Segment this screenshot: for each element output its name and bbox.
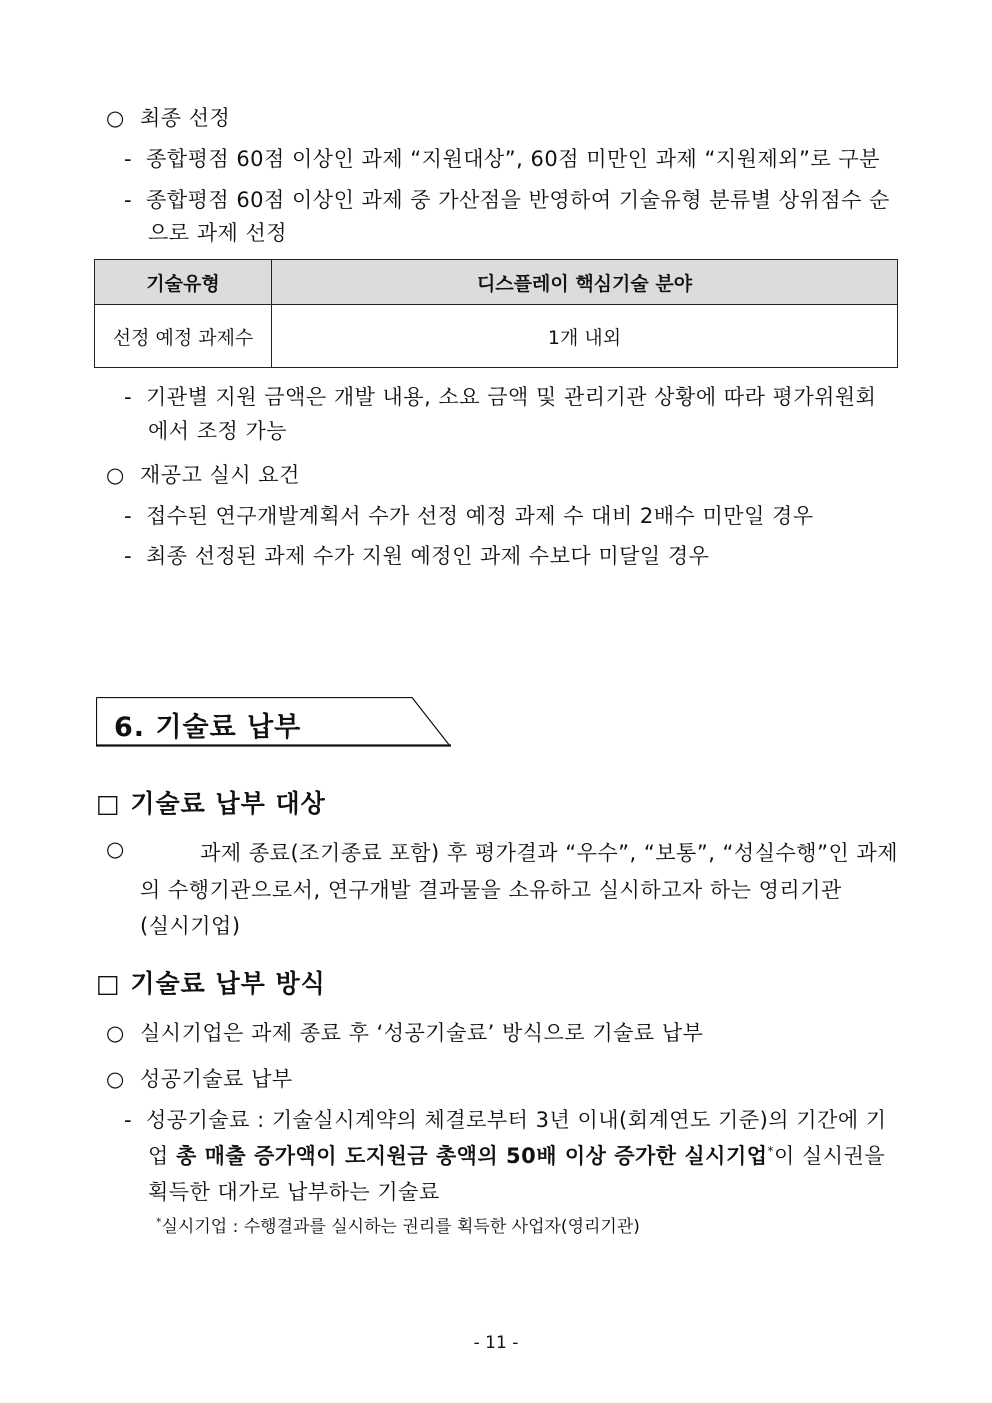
target-line-1-wrap (106, 837, 898, 867)
funding-adjust-note-cont (148, 415, 287, 445)
funding-adjust-line1: 기관별 지원 금액은 개발 내용, 소요 금액 및 관리기관 상황에 따라 평가위원회 (146, 385, 877, 409)
selection-count-table (94, 259, 898, 368)
target-line-3 (140, 910, 241, 940)
target-line-1 (106, 837, 898, 867)
final-selection-title (106, 102, 230, 132)
target-heading (96, 784, 326, 820)
dash-bullet-icon: - (124, 504, 133, 528)
re-announce-bullet-1 (124, 500, 814, 530)
table-header-tech-type: 기술유형 (95, 260, 272, 305)
method-detail-line-1-text: 성공기술료 : 기술실시계약의 체결로부터 3년 이내(회계연도 기준)의 기간에 기 (146, 1108, 887, 1132)
method-detail-prefix: 업 (148, 1144, 176, 1168)
square-bullet-icon: □ (96, 969, 121, 998)
table-row (95, 305, 898, 368)
target-line-3-text: (실시기업) (140, 914, 241, 938)
final-selection-title-text: 최종 선정 (140, 106, 231, 130)
final-selection-bullet-1-text: 종합평점 60점 이상인 과제 “지원대상”, 60점 미만인 과제 “지원제외”로 구분 (146, 147, 880, 171)
method-detail-line-1 (124, 1104, 887, 1134)
footnote-marker: * (767, 1144, 775, 1158)
table-cell-value: 1개 내외 (272, 305, 898, 368)
re-announce-bullet-2 (124, 540, 709, 570)
re-announce-title-text: 재공고 실시 요건 (140, 463, 300, 487)
method-detail-line-2 (148, 1140, 885, 1170)
method-detail-bold: 총 매출 증가액이 도지원금 총액의 50배 이상 증가한 실시기업 (175, 1144, 768, 1168)
final-selection-bullet-2-cont (148, 217, 287, 247)
target-line-1-text: 과제 종료(조기종료 포함) 후 평가결과 “우수”, “보통”, “성실수행”인 과제 (200, 841, 898, 865)
method-heading-text: 기술료 납부 방식 (130, 969, 326, 998)
section-6-title: 6. 기술료 납부 (114, 712, 302, 743)
final-selection-bullet-2-line2: 으로 과제 선정 (148, 221, 288, 245)
dash-bullet-icon: - (124, 1108, 133, 1132)
method-item-1-text: 실시기업은 과제 종료 후 ‘성공기술료’ 방식으로 기술료 납부 (140, 1021, 704, 1045)
circle-bullet-icon: ○ (106, 1067, 125, 1091)
final-selection-bullet-1 (124, 143, 880, 173)
dash-bullet-icon: - (124, 147, 133, 171)
final-selection-bullet-2-line1: 종합평점 60점 이상인 과제 중 가산점을 반영하여 기술유형 분류별 상위점수 순 (146, 188, 890, 212)
dash-bullet-icon: - (124, 544, 133, 568)
circle-bullet-icon: ○ (106, 106, 125, 130)
method-item-1 (106, 1017, 703, 1047)
footnote-star: * (156, 1215, 162, 1229)
square-bullet-icon: □ (96, 789, 121, 818)
final-selection-bullet-2 (124, 184, 890, 214)
target-heading-text: 기술료 납부 대상 (130, 789, 326, 818)
circle-bullet-icon: ○ (106, 463, 125, 487)
re-announce-title (106, 459, 300, 489)
page-number: - 11 - (473, 1333, 519, 1353)
funding-adjust-line2: 에서 조정 가능 (148, 419, 288, 443)
target-line-2-text: 의 수행기관으로서, 연구개발 결과물을 소유하고 실시하고자 하는 영리기관 (140, 878, 842, 902)
method-item-2-text: 성공기술료 납부 (140, 1067, 293, 1091)
footnote-text: 실시기업 : 수행결과를 실시하는 권리를 획득한 사업자(영리기관) (161, 1217, 640, 1237)
footnote (156, 1212, 640, 1237)
table-cell-label: 선정 예정 과제수 (95, 305, 272, 368)
circle-bullet-icon: ○ (106, 1021, 125, 1045)
re-announce-bullet-1-text: 접수된 연구개발계획서 수가 선정 예정 과제 수 대비 2배수 미만일 경우 (146, 504, 814, 528)
method-detail-line-3 (148, 1176, 440, 1206)
method-item-2 (106, 1063, 293, 1093)
section-6-header (96, 697, 452, 747)
dash-bullet-icon: - (124, 188, 133, 212)
method-detail-line-3-text: 획득한 대가로 납부하는 기술료 (148, 1180, 440, 1204)
dash-bullet-icon: - (124, 385, 133, 409)
re-announce-bullet-2-text: 최종 선정된 과제 수가 지원 예정인 과제 수보다 미달일 경우 (146, 544, 710, 568)
method-heading (96, 964, 326, 1000)
circle-bullet-icon: ○ (106, 837, 125, 861)
table-header-row (95, 260, 898, 305)
method-detail-suffix: 이 실시권을 (774, 1144, 886, 1168)
table-header-field: 디스플레이 핵심기술 분야 (272, 260, 898, 305)
target-line-2 (140, 874, 842, 904)
funding-adjust-note (124, 381, 876, 411)
